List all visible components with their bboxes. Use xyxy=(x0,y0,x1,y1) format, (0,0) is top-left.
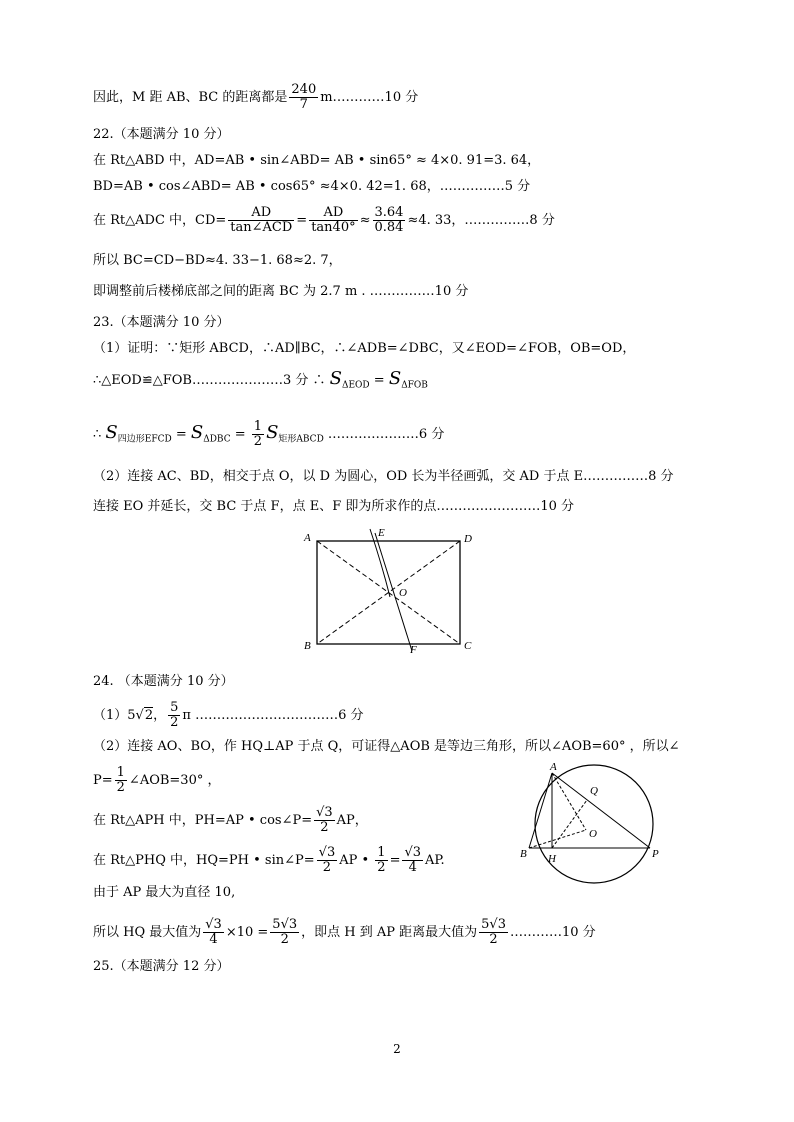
q24-line-f: 由于 AP 最大为直径 10, xyxy=(93,885,236,900)
q24-line-c: P= $\frac{1}{2}$ ∠AOB=30° ， xyxy=(93,765,221,795)
label-h: H xyxy=(548,853,556,865)
q22-line-a: 在 Rt△ABD 中，AD=AB • sin∠ABD= AB • sin65° ≈ 4×0. 91=3. 64， xyxy=(93,153,541,168)
q22-line-d: 所以 BC=CD−BD≈4. 33−1. 68≈2. 7， xyxy=(93,253,342,268)
label-o: O xyxy=(589,828,597,840)
q24-heading: 24. （本题满分 10 分） xyxy=(93,674,234,689)
circle-figure xyxy=(512,758,672,894)
q22-heading: 22.（本题满分 10 分） xyxy=(93,127,230,142)
segment-ap xyxy=(552,773,650,848)
segment-ab xyxy=(529,773,552,848)
label-o: O xyxy=(399,587,407,599)
q22-line-c: 在 Rt△ADC 中，CD= $\frac{AD}{\text{tan∠ACD}}$ = $\frac{AD}{\tan 40^\circ}$ ≈ $\frac{3.64}{0.84}$ ≈4. 33，……………8 分 xyxy=(93,205,555,235)
q23-line-e: 连接 EO 并延长，交 BC 于点 F，点 E、F 即为所求作的点……………………10 分 xyxy=(93,499,575,514)
q23-line-c: ∴ $S_{四边形EFCD} = S_{\Delta DBC}$ = $\frac{1}{2}$ $S_{矩形ABCD}$ …………………6 分 xyxy=(93,419,445,449)
q22-line-b: BD=AB • cos∠ABD= AB • cos65° ≈4×0. 42=1. 68，……………5 分 xyxy=(93,179,531,194)
rectangle-figure xyxy=(300,525,480,655)
q25-heading: 25.（本题满分 12 分） xyxy=(93,959,230,974)
page-number: 2 xyxy=(393,1042,401,1056)
circle xyxy=(535,765,653,883)
q24-line-e: 在 Rt△PHQ 中，HQ=PH • sin∠P= $\frac{√3}{2}$ AP • $\frac{1}{2}$ = $\frac{√3}{4}$ AP. xyxy=(93,845,445,875)
q23-line-a: （1）证明：∵矩形 ABCD，∴AD∥BC，∴∠ADB=∠DBC，又∠EOD=∠FOB，OB=OD， xyxy=(93,341,636,356)
q23-line-d: （2）连接 AC、BD，相交于点 O，以 D 为圆心，OD 长为半径画弧，交 AD 于点 E……………8 分 xyxy=(93,469,674,484)
q24-line-g: 所以 HQ 最大值为 $\frac{√3}{4}$ ×10 = $\frac{5√3}{2}$ ，即点 H 到 AP 距离最大值为 $\frac{5√3}{2}$ …………10 分 xyxy=(93,917,596,947)
q23-line-b: ∴△EOD≌△FOB…………………3 分 ∴ $S_{\Delta EOD} = S_{\Delta FOB}$ xyxy=(93,368,428,391)
label-e: E xyxy=(378,527,385,539)
arc xyxy=(370,529,390,597)
q24-line-a: （1）5√2， $\frac{5}{2}$ π ……………………………6 分 xyxy=(93,700,364,730)
label-q: Q xyxy=(590,785,598,797)
label-a: A xyxy=(304,532,311,544)
q24-line-d: 在 Rt△APH 中，PH=AP • cos∠P= $\frac{√3}{2}$ AP， xyxy=(93,805,368,835)
label-f: F xyxy=(410,644,417,655)
label-p: P xyxy=(652,848,659,860)
q23-heading: 23.（本题满分 10 分） xyxy=(93,315,230,330)
label-a: A xyxy=(550,761,557,773)
label-b: B xyxy=(520,848,527,860)
m-distance-line: 因此，M 距 AB、BC 的距离都是 $\frac{240}{7}$ m…………10 分 xyxy=(93,82,419,112)
segment-ao xyxy=(552,773,586,830)
label-b: B xyxy=(304,640,311,652)
q24-line-b: （2）连接 AO、BO，作 HQ⊥AP 于点 Q，可证得△AOB 是等边三角形，所以∠AOB=60° ，所以∠ xyxy=(93,739,680,754)
q22-line-e: 即调整前后楼梯底部之间的距离 BC 为 2.7 m . ……………10 分 xyxy=(93,284,469,299)
label-d: D xyxy=(464,533,472,545)
label-c: C xyxy=(464,640,472,652)
segment-hq xyxy=(552,800,587,848)
